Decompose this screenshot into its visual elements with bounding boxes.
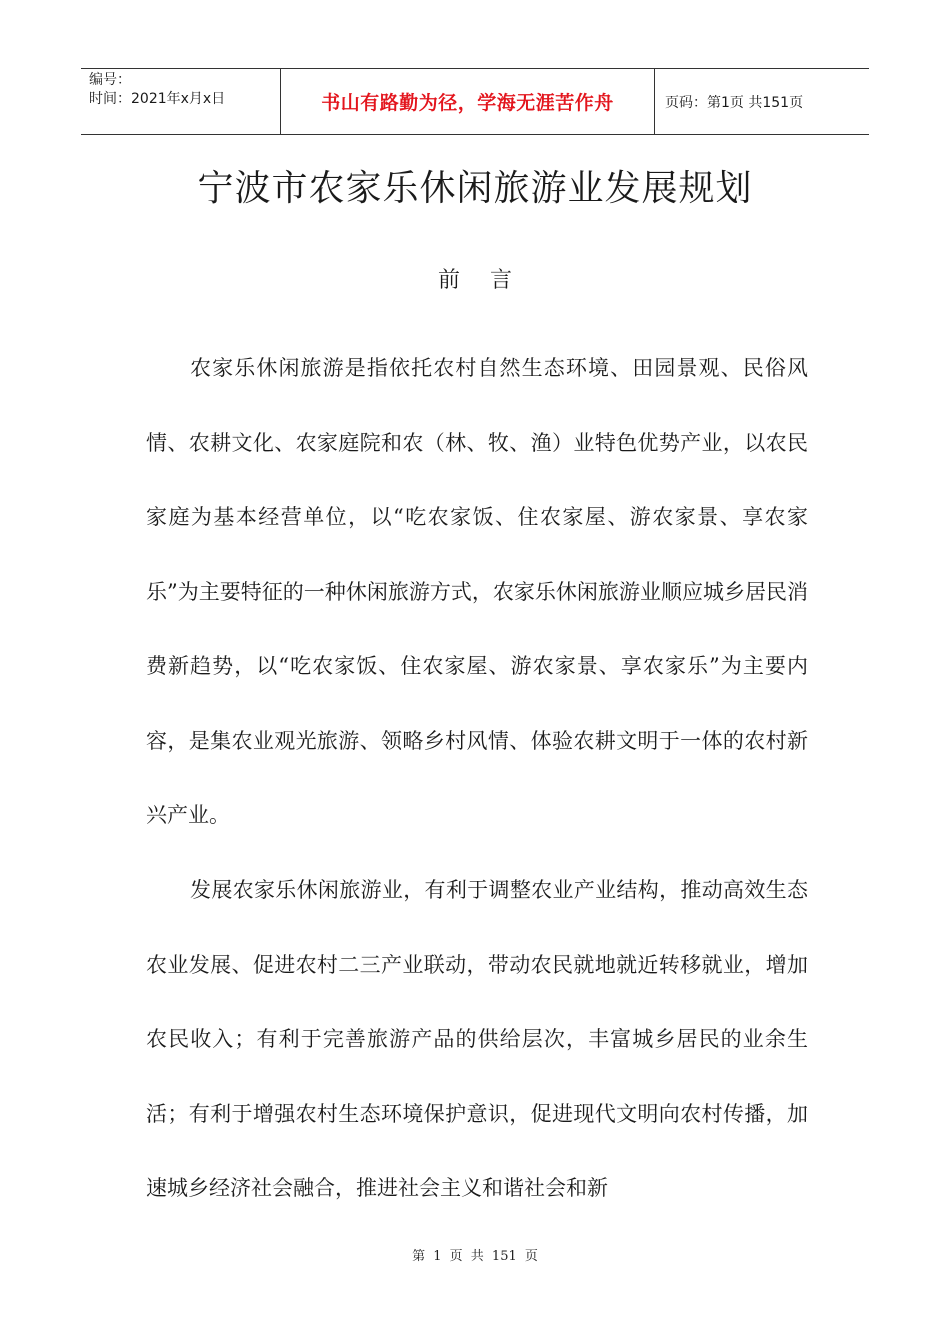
header-meta-cell [81, 69, 281, 134]
document-title: 宁波市农家乐休闲旅游业发展规划 [197, 168, 753, 209]
number-label: 编号： [89, 72, 131, 88]
body-paragraph: 农家乐休闲旅游是指依托农村自然生态环境、田园景观、民俗风情、农耕文化、农家庭院和农（林、牧、渔）业特色优势产业，以农民家庭为基本经营单位，以“吃农家饭、住农家屋、游农家景、享农家乐”为主要特征的一种休闲旅游方式，农家乐休闲旅游业顺应城乡居民消费新趋势，以“吃农家饭、住农家屋、游农家景、享农家乐”为主要内容，是集农业观光旅游、领略乡村风情、体验农耕文明于一体的农村新兴产业。 [146, 356, 808, 827]
header-table [81, 68, 869, 135]
page-info: 页码：第1页 共151页 [665, 94, 804, 111]
time-label: 时间：2021年x月x日 [89, 91, 226, 107]
motto-text: 书山有路勤为径，学海无涯苦作舟 [321, 92, 614, 114]
page-footer: 第 1 页 共 151 页 [412, 1249, 538, 1264]
section-heading: 前言 [437, 268, 542, 293]
header-motto-cell [281, 69, 655, 134]
header-page-cell [655, 69, 869, 134]
body-paragraph: 发展农家乐休闲旅游业，有利于调整农业产业结构，推动高效生态农业发展、促进农村二三产业联动，带动农民就地就近转移就业，增加农民收入；有利于完善旅游产品的供给层次，丰富城乡居民的业余生活；有利于增强农村生态环境保护意识，促进现代文明向农村传播，加速城乡经济社会融合，推进社会主义和谐社会和新 [146, 878, 808, 1200]
